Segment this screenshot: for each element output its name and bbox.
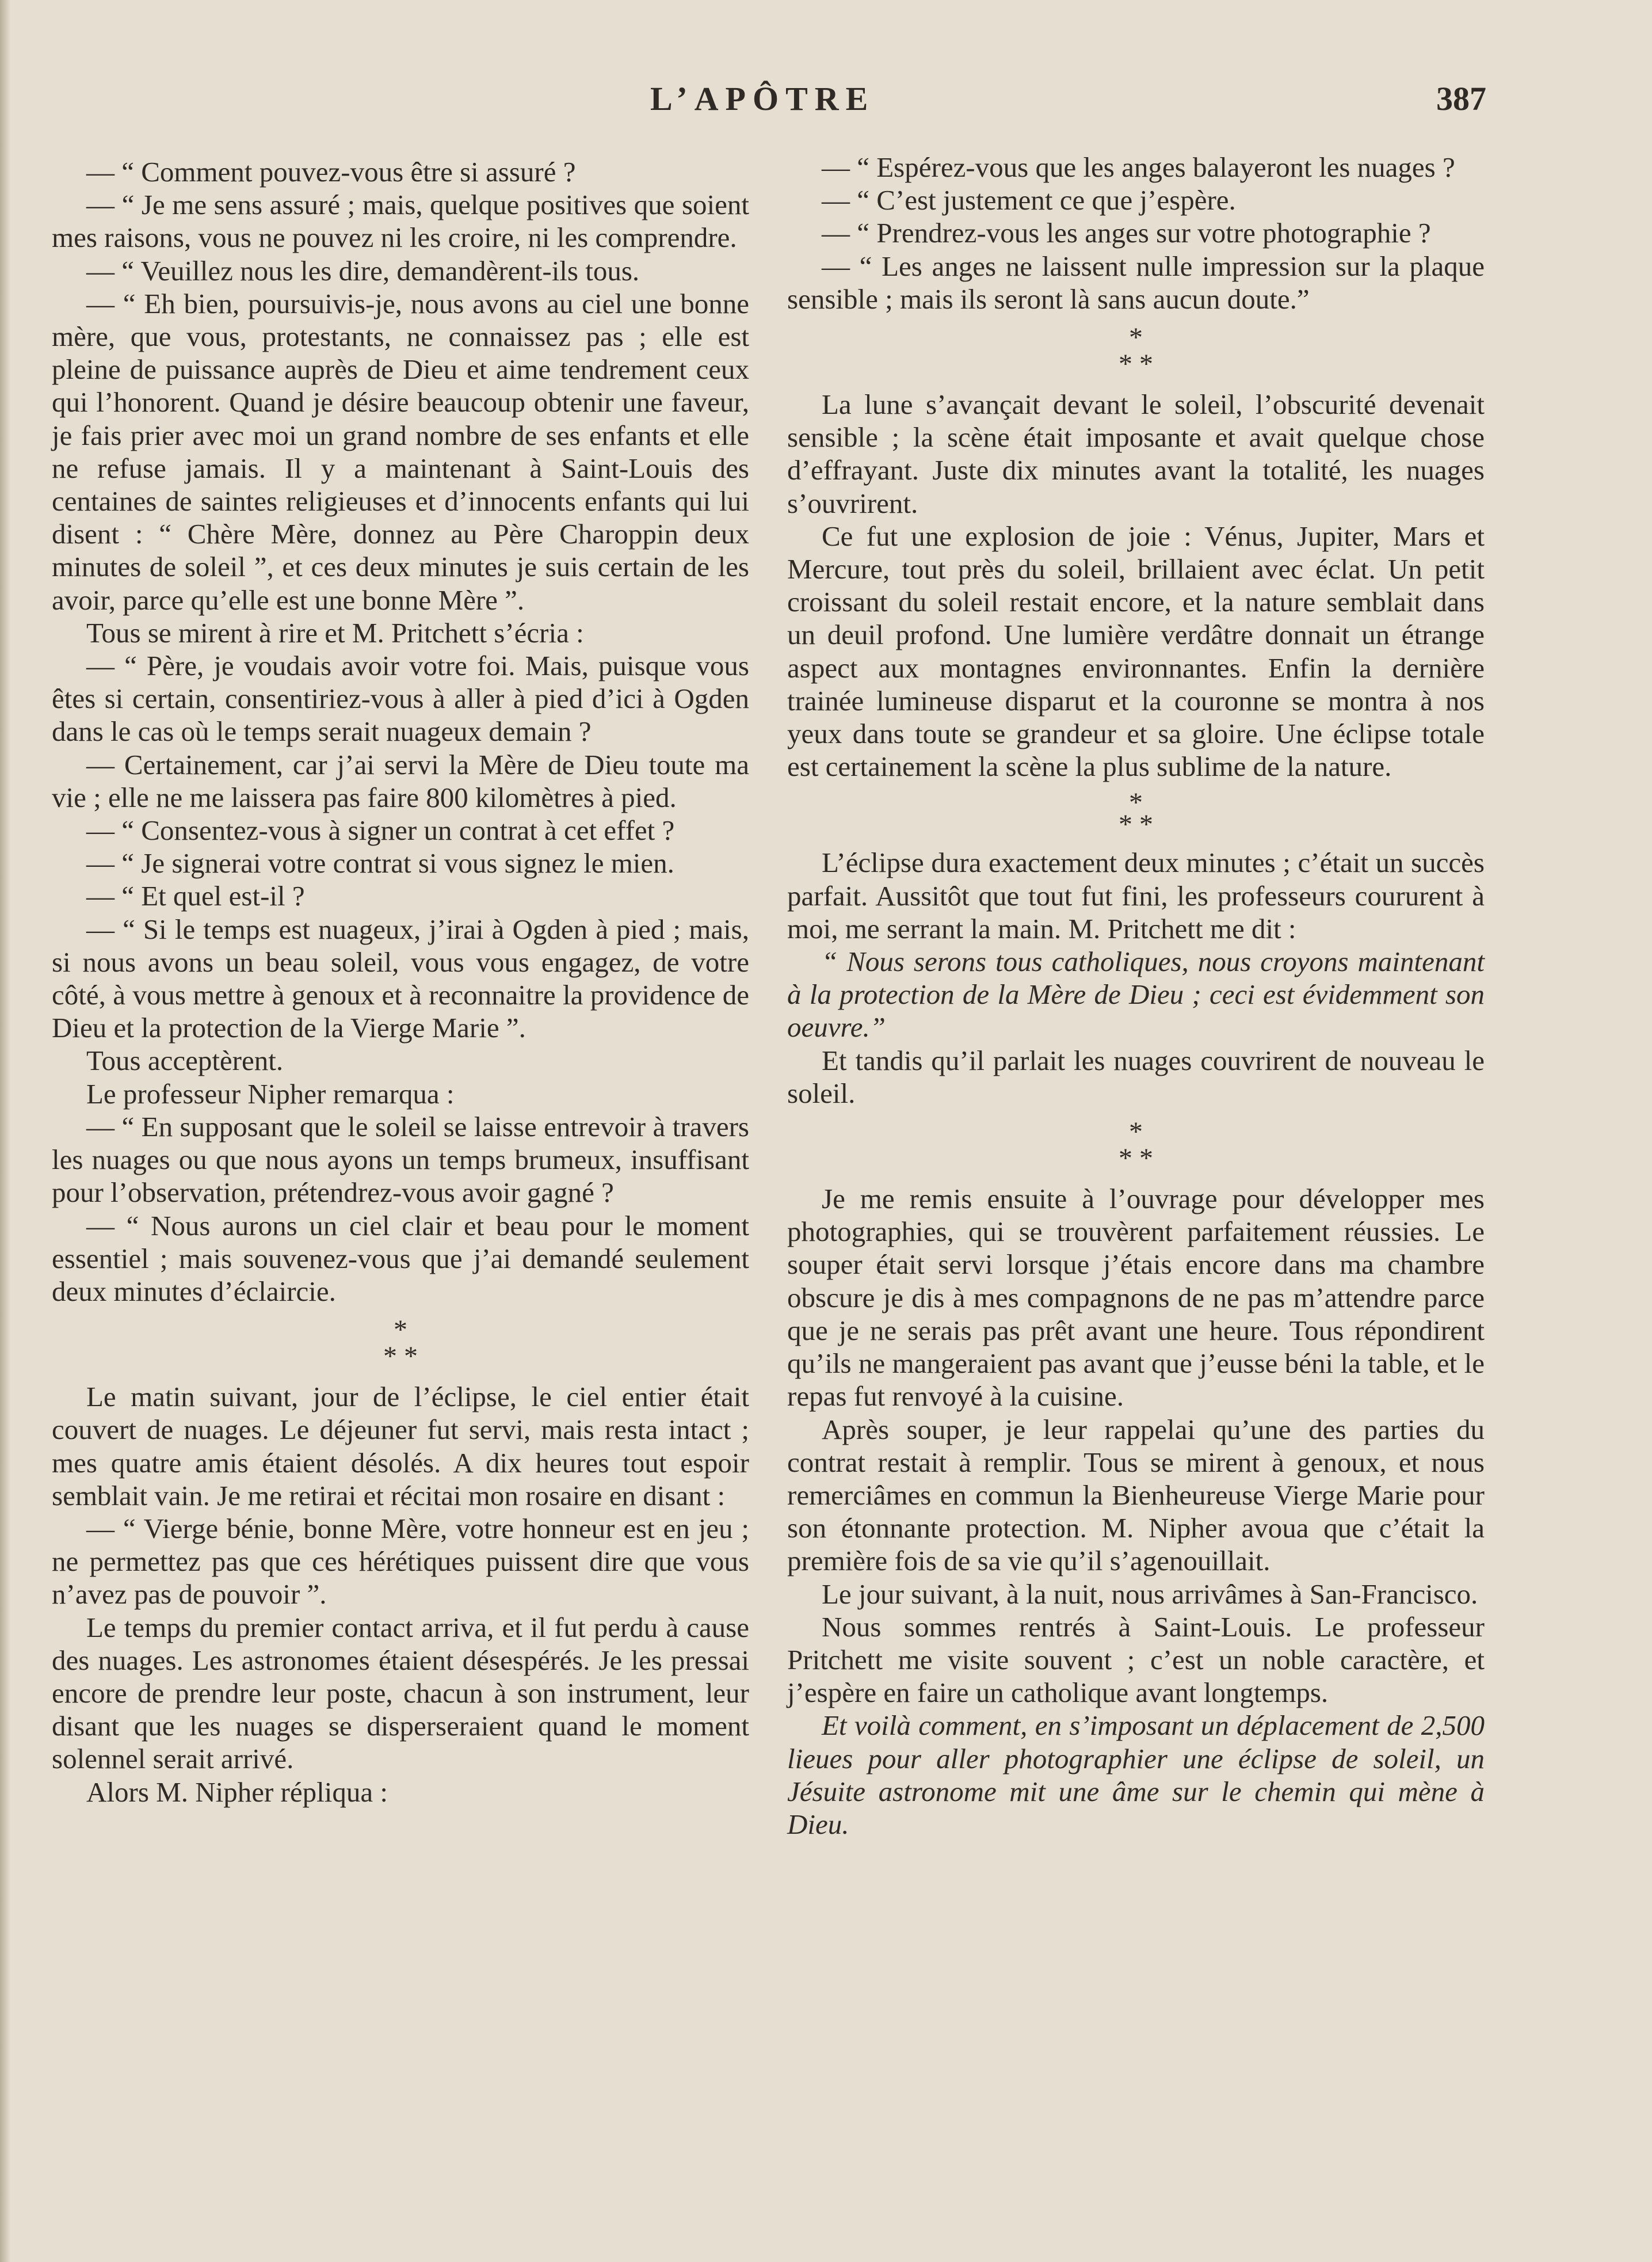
paragraph: Le jour suivant, à la nuit, nous arrivâmes à San-Francisco. [822,1578,1478,1610]
page-number: 387 [1436,80,1486,117]
section-separator [787,787,1485,840]
paragraph: Le temps du premier contact arriva, et il fut perdu à cause des nuages. Les astronomes étaient désespérés. Je les pressai encore de prendre leur poste, chacun à son instrument, leur disant que les nuages se disperseraient quand le moment solennel serait arrivé. [52,1611,749,1775]
paragraph: — “ En supposant que le soleil se laisse entrevoir à travers les nuages ou que nous ayons un temps brumeux, insuffisant pour l’observation, prétendrez-vous avoir gagné ? [52,1110,749,1209]
closing-paragraph: Et voilà comment, en s’imposant un déplacement de 2,500 lieues pour aller photographier une éclipse de soleil, un Jésuite astronome mit une âme sur le chemin qui mène à Dieu. [787,1709,1485,1840]
paragraph: — “ Je signerai votre contrat si vous signez le mien. [86,847,674,879]
paragraph: — “ Et quel est-il ? [86,880,305,912]
paragraph: Nous sommes rentrés à Saint-Louis. Le professeur Pritchett me visite souvent ; c’est un noble caractère, et j’espère en faire un catholique avant longtemps. [787,1610,1485,1709]
separator-star: * [1129,322,1143,353]
paragraph: — “ Les anges ne laissent nulle impression sur la plaque sensible ; mais ils seront là sans aucun doute.” [787,250,1485,315]
paragraph: Et tandis qu’il parlait les nuages couvrirent de nouveau le soleil. [787,1044,1485,1109]
right-column [787,151,1485,1841]
paragraph: Je me remis ensuite à l’ouvrage pour développer mes photographies, qui se trouvèrent parfaitement réussies. Le souper était servi lorsque j’étais encore dans ma chambre obscure je dis à mes compagnons de ne pas m’attendre parce que je ne serais pas prêt avant une heure. Tous répondirent qu’ils ne mangeraient pas avant que j’eusse béni la table, et le repas fut renvoyé à la cuisine. [787,1183,1485,1412]
paragraph: — “ Si le temps est nuageux, j’irai à Ogden à pied ; mais, si nous avons un beau soleil, vous vous engagez, de votre côté, à vous mettre à genoux et à reconnaitre la providence de Dieu et la protection de la Vierge Marie ”. [52,913,749,1044]
paragraph: Ce fut une explosion de joie : Vénus, Jupiter, Mars et Mercure, tout près du soleil, brillaient avec éclat. Un petit croissant du soleil restait encore, et la nature semblait dans un deuil profond. Une lumière verdâtre donnait un étrange aspect aux montagnes environnantes. Enfin la dernière trainée lumineuse disparut et la couronne se montra à nos yeux dans toute se grandeur et sa gloire. Une éclipse totale est certainement la scène la plus sublime de la nature. [787,520,1485,783]
separator-stars: * * [1119,809,1153,840]
paragraph: L’éclipse dura exactement deux minutes ; c’était un succès parfait. Aussitôt que tout fut fini, les professeurs coururent à moi, me serrant la main. M. Pritchett me dit : [787,847,1485,945]
page-edge [0,0,10,2262]
separator-stars: * * [383,1341,418,1372]
paragraph: Le professeur Nipher remarqua : [86,1077,455,1110]
page-header [0,79,1652,125]
paragraph: — “ Père, je voudais avoir votre foi. Mais, puisque vous êtes si certain, consentiriez-vous à aller à pied d’ici à Ogden dans le cas où le temps serait nuageux demain ? [52,650,749,748]
paragraph: Le matin suivant, jour de l’éclipse, le ciel entier était couvert de nuages. Le déjeuner fut servi, mais resta intact ; mes quatre amis étaient désolés. A dix heures tout espoir semblait vain. Je me retirai et récitai mon rosaire en disant : [52,1381,749,1511]
paragraph: Tous se mirent à rire et M. Pritchett s’écria : [86,616,584,649]
paragraph: — Certainement, car j’ai servi la Mère de Dieu toute ma vie ; elle ne me laissera pas faire 800 kilomètres à pied. [52,748,749,813]
paragraph: — “ Vierge bénie, bonne Mère, votre honneur est en jeu ; ne permettez pas que ces hérétiques puissent dire que vous n’avez pas de pouvoir ”. [52,1512,749,1610]
running-title: L’APÔTRE [650,80,875,117]
paragraph: — “ Comment pouvez-vous être si assuré ? [86,156,576,188]
paragraph: — “ Veuillez nous les dire, demandèrent-ils tous. [86,254,640,287]
quote-paragraph: “ Nous serons tous catholiques, nous croyons maintenant à la protection de la Mère de Dieu ; ceci est évidemment son oeuvre.” [787,946,1485,1044]
separator-star: * [1129,1117,1143,1148]
section-separator [787,322,1485,380]
paragraph: La lune s’avançait devant le soleil, l’obscurité devenait sensible ; la scène était imposante et avait quelque chose d’effrayant. Juste dix minutes avant la totalité, les nuages s’ouvrirent. [787,389,1485,519]
paragraph: — “ Prendrez-vous les anges sur votre photographie ? [822,217,1431,249]
separator-stars: * * [1119,349,1153,380]
paragraph: — “ Nous aurons un ciel clair et beau pour le moment essentiel ; mais souvenez-vous que j’ai demandé seulement deux minutes d’éclaircie. [52,1209,749,1307]
section-separator [52,1317,749,1370]
paragraph: — “ Je me sens assuré ; mais, quelque positives que soient mes raisons, vous ne pouvez ni les croire, ni les comprendre. [52,189,749,254]
section-separator [787,1119,1485,1172]
paragraph: Tous acceptèrent. [86,1045,284,1077]
paragraph: — “ Eh bien, poursuivis-je, nous avons au ciel une bonne mère, que vous, protestants, ne connaissez pas ; elle est pleine de puissance auprès de Dieu et aime tendrement ceux qui l’honorent. Quand je désire beaucoup obtenir une faveur, je fais prier avec moi un grand nombre de ses enfants et elle ne refuse jamais. Il y a maintenant à Saint-Louis des centaines de saintes religieuses et d’innocents enfants qui lui disent : “ Chère Mère, donnez au Père Charoppin deux minutes de soleil ”, et ces deux minutes je suis certain de les avoir, parce qu’elle est une bonne Mère ”. [52,287,749,616]
paragraph: — “ C’est justement ce que j’espère. [822,184,1236,216]
separator-star: * [1129,787,1143,818]
separator-stars: * * [1119,1143,1153,1174]
separator-star: * [394,1315,407,1346]
left-column [52,155,749,1808]
paragraph: Après souper, je leur rappelai qu’une des parties du contrat restait à remplir. Tous se mirent à genoux, et nous remerciâmes en commun la Bienheureuse Vierge Marie pour son étonnante protection. M. Nipher avoua que c’était la première fois de sa vie qu’il s’agenouillait. [787,1413,1485,1577]
paragraph: — “ Consentez-vous à signer un contrat à cet effet ? [86,814,675,847]
paragraph: — “ Espérez-vous que les anges balayeront les nuages ? [822,151,1455,183]
paragraph: Alors M. Nipher répliqua : [86,1776,388,1808]
